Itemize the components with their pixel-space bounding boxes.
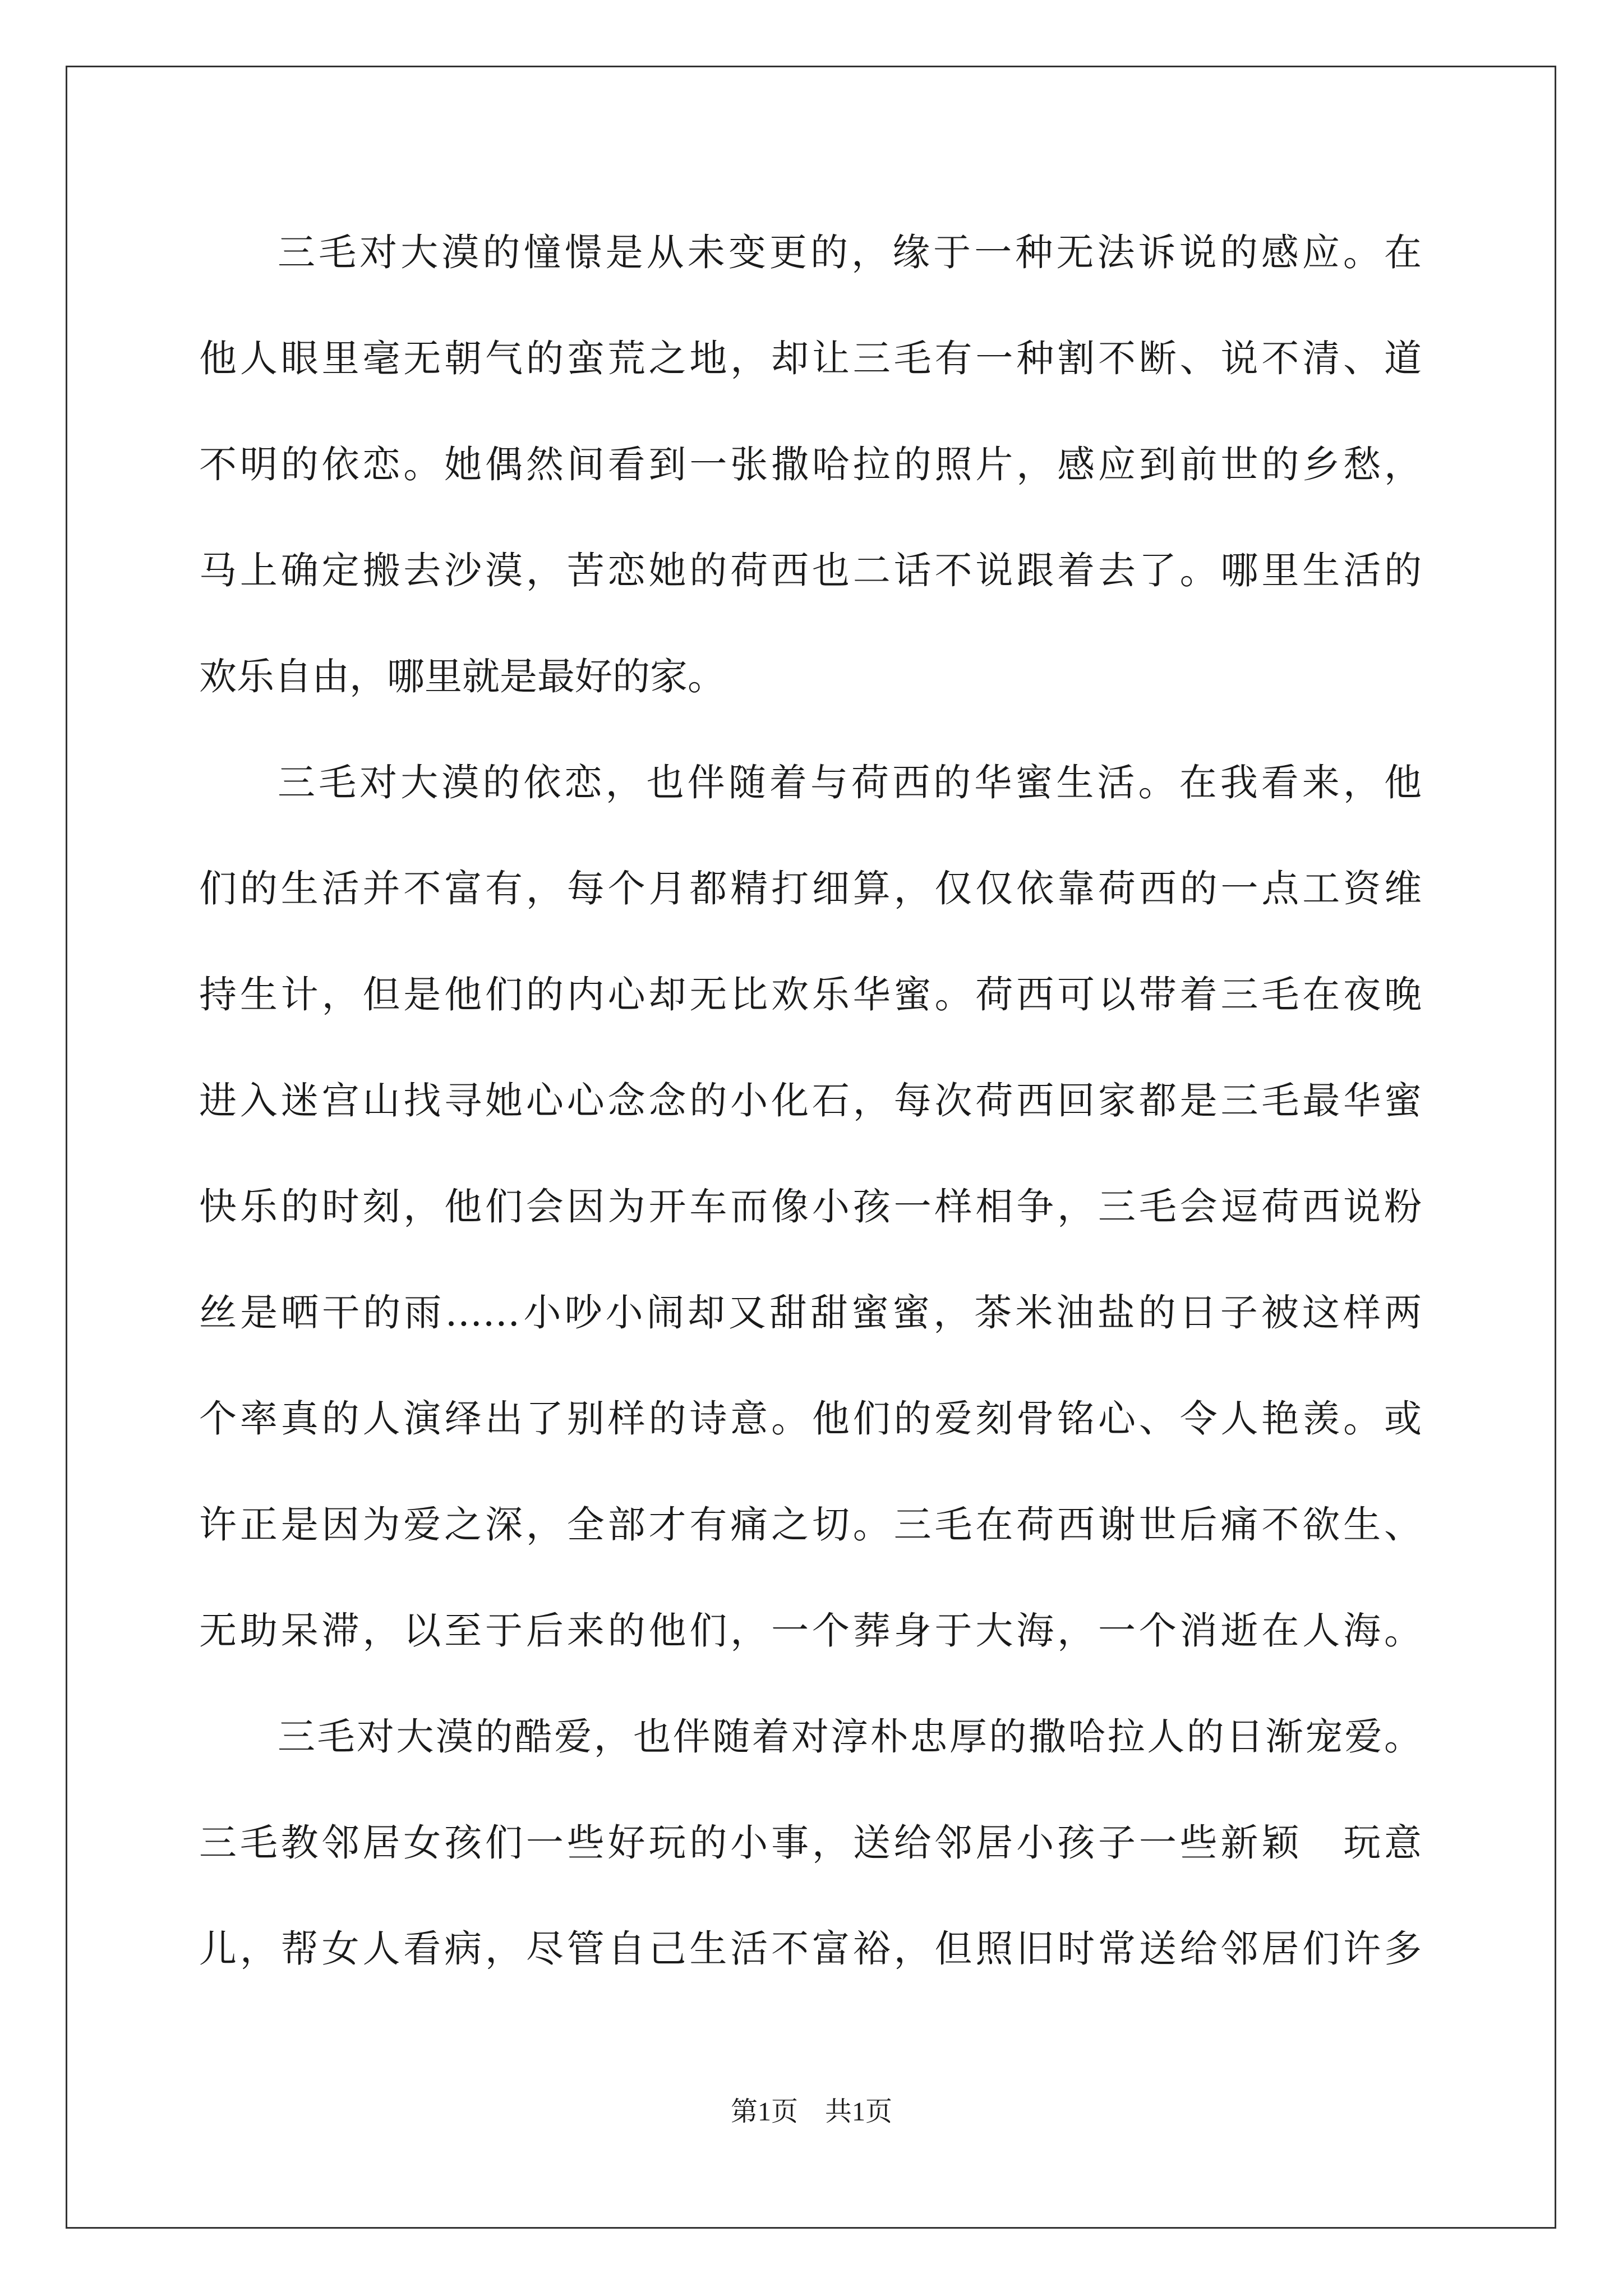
document-body [199,213,1422,2016]
paragraph-2-line-7: 个率真的人演绎出了别样的诗意。他们的爱刻骨铭心、令人艳羡。或 [199,1397,1422,1441]
paragraph-2-line-1: 三毛对大漠的依恋，也伴随着与荷西的华蜜生活。在我看来，他 [278,761,1422,804]
paragraph-1-line-1: 三毛对大漠的憧憬是从未变更的，缘于一种无法诉说的感应。在 [278,231,1422,274]
paragraph-1-line-5: 欢乐自由，哪里就是最好的家。 [199,655,725,698]
paragraph-2-line-9: 无助呆滞，以至于后来的他们，一个葬身于大海，一个消逝在人海。 [199,1609,1422,1653]
paragraph-3-line-2: 三毛教邻居女孩们一些好玩的小事，送给邻居小孩子一些新颖 玩意 [199,1821,1422,1865]
paragraph-3-line-1: 三毛对大漠的酷爱，也伴随着对淳朴忠厚的撒哈拉人的日渐宠爱。 [278,1715,1422,1759]
paragraph-1-line-4: 马上确定搬去沙漠，苦恋她的荷西也二话不说跟着去了。哪里生活的 [199,549,1422,592]
paragraph-2-line-3: 持生计，但是他们的内心却无比欢乐华蜜。荷西可以带着三毛在夜晚 [199,973,1422,1016]
paragraph-2-line-8: 许正是因为爱之深，全部才有痛之切。三毛在荷西谢世后痛不欲生、 [199,1503,1422,1547]
paragraph-2-line-4: 进入迷宫山找寻她心心念念的小化石，每次荷西回家都是三毛最华蜜 [199,1079,1422,1122]
paragraph-1-line-3: 不明的依恋。她偶然间看到一张撒哈拉的照片，感应到前世的乡愁， [199,443,1422,486]
paragraph-2-line-2: 们的生活并不富有，每个月都精打细算，仅仅依靠荷西的一点工资维 [199,867,1422,910]
page-number-footer: 第1页 共1页 [730,2097,892,2127]
paragraph-2-line-5: 快乐的时刻，他们会因为开车而像小孩一样相争，三毛会逗荷西说粉 [199,1185,1422,1228]
paragraph-2-line-6: 丝是晒干的雨……小吵小闹却又甜甜蜜蜜，茶米油盐的日子被这样两 [199,1291,1422,1335]
paragraph-3-line-3: 儿，帮女人看病，尽管自己生活不富裕，但照旧时常送给邻居们许多 [199,1927,1422,1971]
paragraph-1-line-2: 他人眼里毫无朝气的蛮荒之地，却让三毛有一种割不断、说不清、道 [199,337,1422,380]
